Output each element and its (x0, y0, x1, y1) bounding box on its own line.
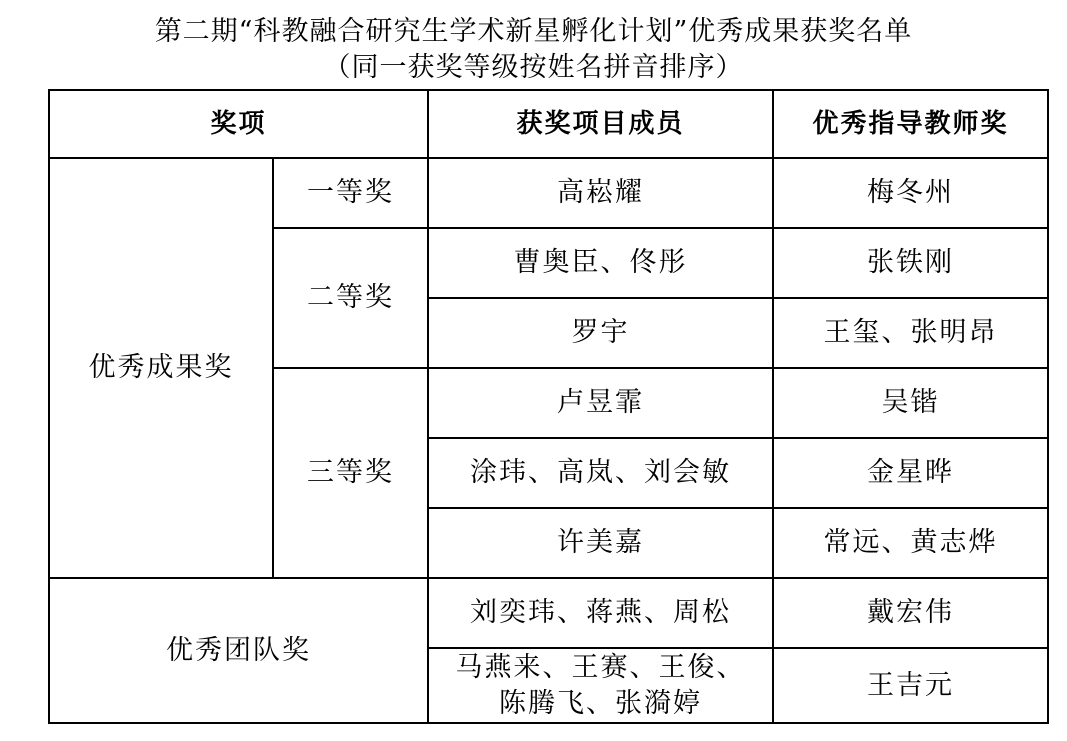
advisor-cell: 王玺、张明昂 (773, 298, 1048, 368)
category-outstanding-team: 优秀团队奖 (49, 578, 428, 723)
advisor-cell: 张铁刚 (773, 228, 1048, 298)
advisor-cell: 戴宏伟 (773, 578, 1048, 648)
members-cell: 许美嘉 (428, 508, 773, 578)
level-third: 三等奖 (273, 368, 428, 578)
advisor-cell: 常远、黄志烨 (773, 508, 1048, 578)
members-cell (428, 648, 773, 723)
header-members: 获奖项目成员 (428, 90, 773, 158)
advisor-cell: 吴锴 (773, 368, 1048, 438)
header-advisor: 优秀指导教师奖 (773, 90, 1048, 158)
members-cell: 卢昱霏 (428, 368, 773, 438)
members-cell: 刘奕玮、蒋燕、周松 (428, 578, 773, 648)
members-line: 陈腾飞、张漪婷 (499, 687, 703, 719)
awards-table (48, 89, 1049, 724)
members-cell: 罗宇 (428, 298, 773, 368)
members-cell: 曹奥臣、佟彤 (428, 228, 773, 298)
advisor-cell: 王吉元 (773, 648, 1048, 723)
members-line: 马燕来、王赛、王俊、 (455, 651, 746, 683)
header-award: 奖项 (49, 90, 428, 158)
table-row (49, 158, 1048, 228)
table-row (49, 578, 1048, 648)
members-cell: 高崧耀 (428, 158, 773, 228)
document-subtitle: （同一获奖等级按姓名拼音排序） (323, 52, 744, 83)
level-second: 二等奖 (273, 228, 428, 368)
advisor-cell: 金星晔 (773, 438, 1048, 508)
table-header-row (49, 90, 1048, 158)
members-cell: 涂玮、高岚、刘会敏 (428, 438, 773, 508)
document-title: 第二期“科教融合研究生学术新星孵化计划”优秀成果获奖名单 (154, 16, 913, 47)
category-outstanding-result: 优秀成果奖 (49, 158, 273, 578)
level-first: 一等奖 (273, 158, 428, 228)
advisor-cell: 梅冬州 (773, 158, 1048, 228)
